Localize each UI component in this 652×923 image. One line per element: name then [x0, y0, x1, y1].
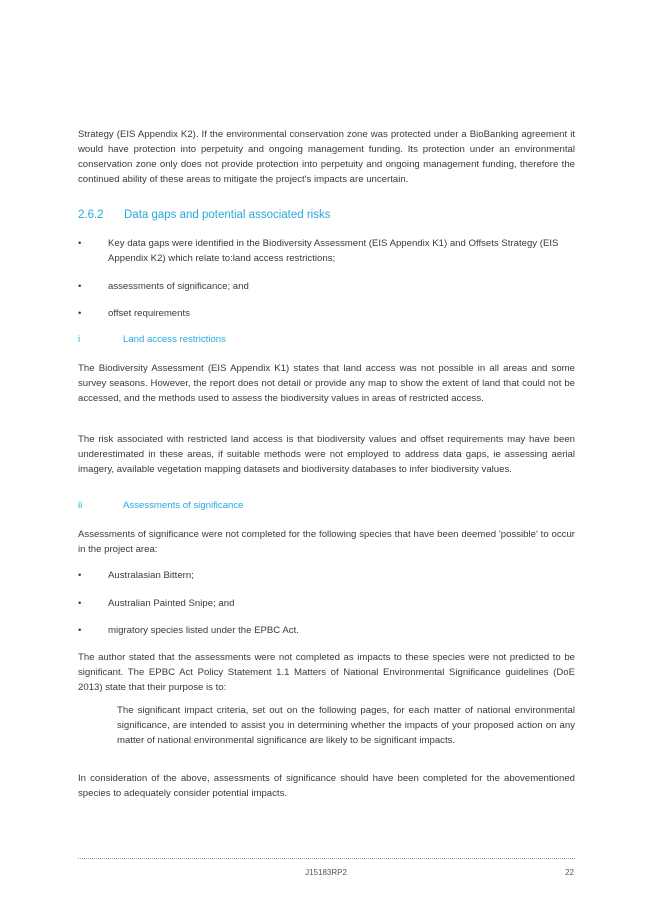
bullet-symbol: • [78, 238, 82, 249]
page-number: 22 [565, 868, 574, 877]
paragraph-significance: Assessments of significance were not completed for the following species that have been deemed 'possible' to occur in the project area: [78, 529, 575, 555]
footer-document-code: J15183RP2 [305, 868, 347, 877]
subsection-heading-land-access [78, 334, 226, 345]
bullet-symbol: • [78, 281, 82, 292]
bullet-symbol: • [78, 625, 82, 636]
bullet-symbol: • [78, 308, 82, 319]
list-item-text: Australasian Bittern; [108, 570, 194, 581]
paragraph-author-statement: The author stated that the assessments were not completed as impacts to these species were not predicted to be significant. The EPBC Act Policy Statement 1.1 Matters of National Environmental Significance guidelines (DoE 2013) state that their purpose is to: [78, 652, 575, 693]
subsection-heading-significance [78, 500, 244, 511]
list-item [78, 236, 575, 266]
footer-divider [78, 858, 575, 859]
bullet-symbol: • [78, 570, 82, 581]
list-item [78, 623, 575, 638]
subsection-number: i [78, 334, 81, 345]
list-item [78, 279, 575, 294]
list-item-text: offset requirements [108, 308, 190, 319]
paragraph-land-access: The Biodiversity Assessment (EIS Appendix K1) states that land access was not possible in all areas and some survey seasons. However, the report does not detail or provide any map to show the extent of land that could not be accessed, and the methods used to assess the biodiversity values in areas of restricted access. [78, 363, 575, 404]
list-item [78, 596, 575, 611]
list-item-text: assessments of significance; and [108, 281, 249, 292]
section-title: Data gaps and potential associated risks [124, 209, 331, 221]
list-item [78, 568, 575, 583]
bullet-symbol: • [78, 598, 82, 609]
paragraph-biobanking: Strategy (EIS Appendix K2). If the environmental conservation zone was protected under a BioBanking agreement it would have protection into perpetuity and ongoing management funding. Its protection under an environmental conservation zone only does not provide protection into perpetuity and ongoing management funding, therefore the continued ability of these areas to mitigate the project's impacts are uncertain. [78, 129, 575, 185]
section-heading [78, 209, 330, 221]
paragraph-risk: The risk associated with restricted land access is that biodiversity values and offset requirements may have been underestimated in these areas, if suitable methods were not employed to address data gaps, ie assessing aerial imagery, available vegetation mapping datasets and biodiversity databases to infer biodiversity values. [78, 434, 575, 475]
subsection-number: ii [78, 500, 83, 511]
list-item-text: Key data gaps were identified in the Biodiversity Assessment (EIS Appendix K1) and Offsets Strategy (EIS Appendix K2) which relate to:land access restrictions; [108, 238, 559, 264]
subsection-title: Land access restrictions [123, 334, 226, 345]
paragraph-conclusion: In consideration of the above, assessments of significance should have been completed for the abovementioned species to adequately consider potential impacts. [78, 773, 575, 799]
list-item-text: Australian Painted Snipe; and [108, 598, 235, 609]
section-number: 2.6.2 [78, 209, 104, 221]
subsection-title: Assessments of significance [123, 500, 244, 511]
list-item-text: migratory species listed under the EPBC Act. [108, 625, 299, 636]
list-item [78, 306, 575, 321]
block-quote: The significant impact criteria, set out on the following pages, for each matter of national environmental significance, are intended to assist you in determining whether the impacts of your proposed action on any matter of national environmental significance are likely to be significant impacts. [117, 705, 575, 746]
